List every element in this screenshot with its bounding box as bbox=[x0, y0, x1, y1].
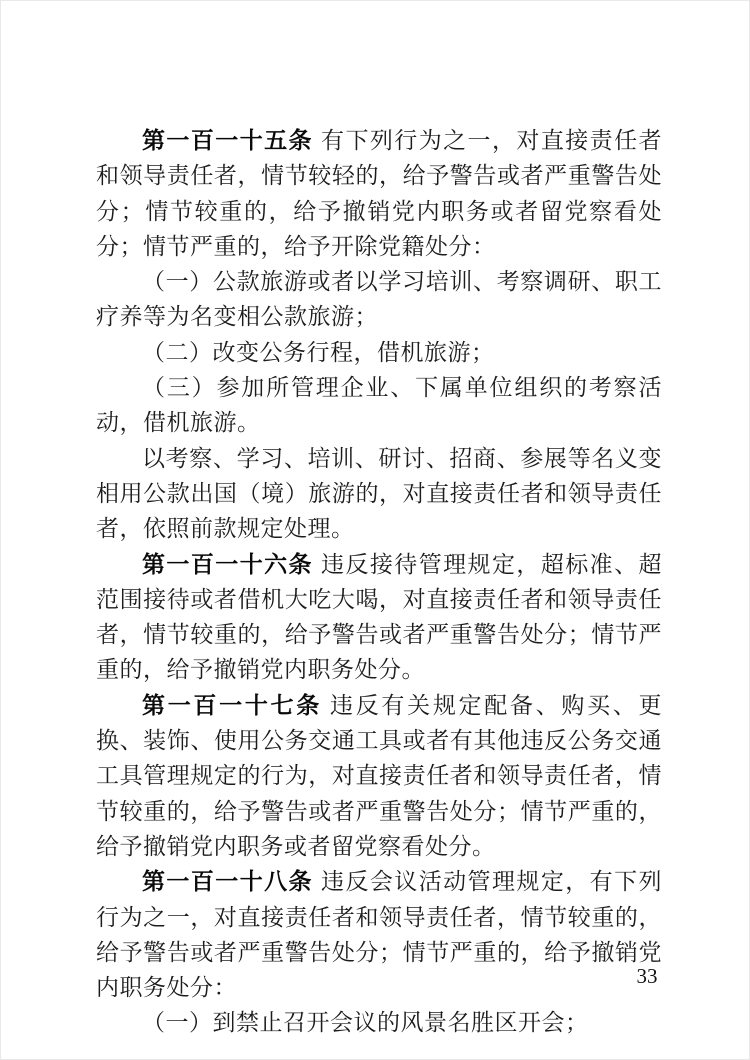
article-118-number: 第一百一十八条 bbox=[142, 869, 313, 895]
article-118-item-1-text: （一）到禁止召开会议的风景名胜区开会； bbox=[142, 1010, 589, 1036]
article-115-paragraph bbox=[96, 123, 662, 264]
article-117-number: 第一百一十七条 bbox=[142, 692, 322, 718]
article-115-text: 有下列行为之一，对直接责任者和领导责任者，情节较轻的，给予警告或者严重警告处分；情节较重的，给予撤销党内职务或者留党察看处分；情节严重的，给予开除党籍处分： bbox=[96, 128, 663, 259]
article-115-closing-text: 以考察、学习、培训、研讨、招商、参展等名义变相用公款出国（境）旅游的，对直接责任者和领导责任者，依照前款规定处理。 bbox=[96, 445, 662, 542]
article-115-item-1 bbox=[96, 264, 662, 335]
article-115-item-2-text: （二）改变公务行程，借机旅游； bbox=[142, 339, 495, 365]
page-number: 33 bbox=[636, 964, 658, 988]
article-118-item-1 bbox=[96, 1005, 662, 1040]
article-116-text: 违反接待管理规定，超标准、超范围接待或者借机大吃大喝，对直接责任者和领导责任者，情节较重的，给予警告或者严重警告处分；情节严重的，给予撤销党内职务处分。 bbox=[96, 551, 663, 683]
article-115-item-3-text: （三）参加所管理企业、下属单位组织的考察活动，借机旅游。 bbox=[96, 375, 662, 436]
article-117-text: 违反有关规定配备、购买、更换、装饰、使用公务交通工具或者有其他违反公务交通工具管理规定的行为，对直接责任者和领导责任者，情节较重的，给予警告或者严重警告处分；情节严重的，给予撤销党内职务或者留党察看处分。 bbox=[96, 692, 663, 859]
article-118-paragraph bbox=[96, 864, 662, 1005]
article-116-number: 第一百一十六条 bbox=[142, 551, 313, 577]
article-115-item-2 bbox=[96, 335, 662, 370]
article-116-paragraph bbox=[96, 547, 662, 688]
article-117-paragraph bbox=[96, 688, 662, 864]
article-118-text: 违反会议活动管理规定，有下列行为之一，对直接责任者和领导责任者，情节较重的，给予警告或者严重警告处分；情节严重的，给予撤销党内职务处分： bbox=[96, 869, 663, 1001]
document-content bbox=[96, 123, 662, 1041]
article-115-item-3 bbox=[96, 370, 662, 441]
article-115-number: 第一百一十五条 bbox=[142, 128, 313, 153]
article-115-closing-paragraph bbox=[96, 441, 662, 547]
article-115-item-1-text: （一）公款旅游或者以学习培训、考察调研、职工疗养等为名变相公款旅游； bbox=[96, 269, 662, 330]
